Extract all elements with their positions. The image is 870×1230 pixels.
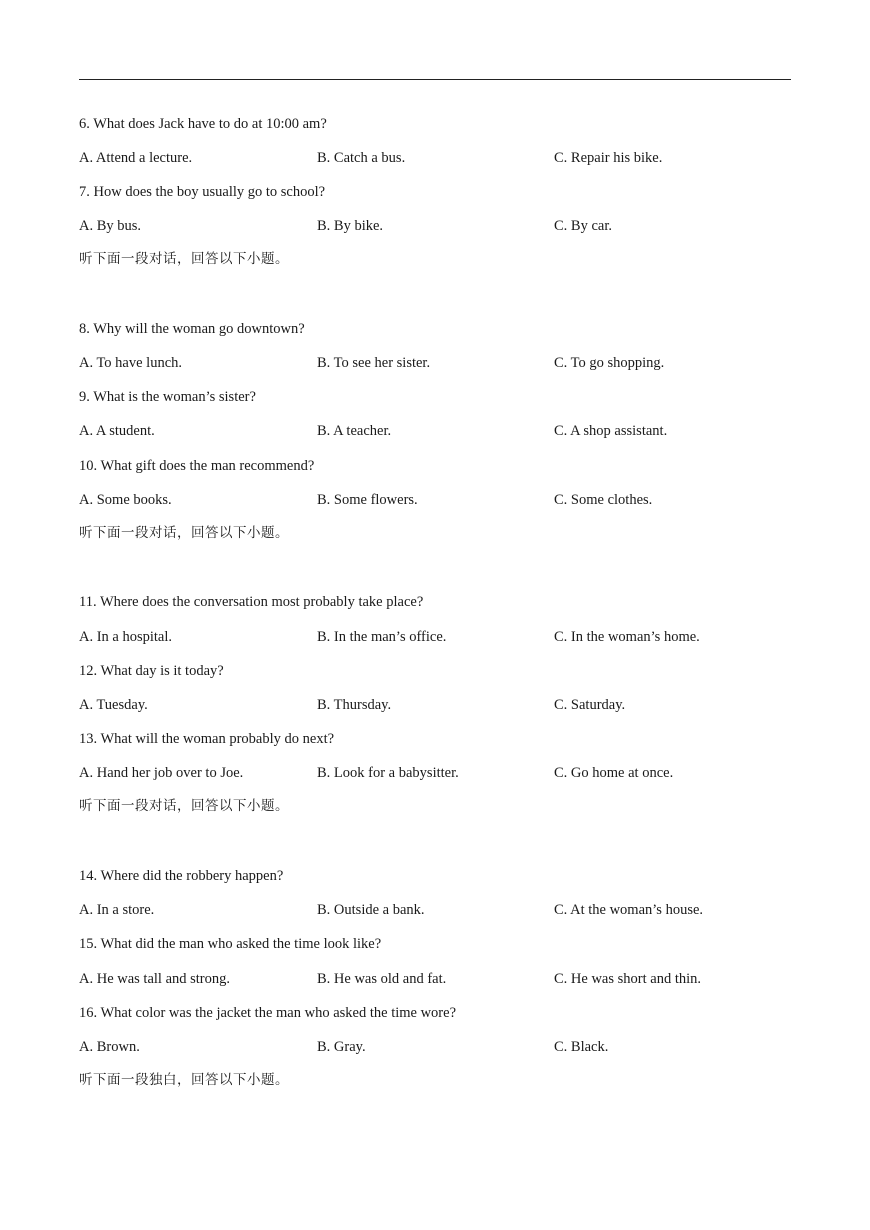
options-14 <box>79 901 791 919</box>
option-15a: A. He was tall and strong. <box>79 971 231 987</box>
option-6b: B. Catch a bus. <box>317 150 406 166</box>
option-14b: B. Outside a bank. <box>317 902 425 918</box>
option-14c: C. At the woman’s house. <box>554 902 704 918</box>
option-6a: A. Attend a lecture. <box>79 150 193 166</box>
question-12: 12. What day is it today? <box>79 663 224 679</box>
options-9 <box>79 422 791 440</box>
option-15c: C. He was short and thin. <box>554 971 701 987</box>
option-7a: A. By bus. <box>79 218 142 234</box>
question-6: 6. What does Jack have to do at 10:00 am? <box>79 116 327 132</box>
option-10a: A. Some books. <box>79 492 172 508</box>
options-6 <box>79 149 791 167</box>
question-15: 15. What did the man who asked the time look like? <box>79 936 382 952</box>
options-8 <box>79 354 791 372</box>
question-14: 14. Where did the robbery happen? <box>79 868 284 884</box>
question-8: 8. Why will the woman go downtown? <box>79 321 305 337</box>
option-8a: A. To have lunch. <box>79 355 183 371</box>
option-6c: C. Repair his bike. <box>554 150 663 166</box>
options-13 <box>79 764 791 782</box>
option-7b: B. By bike. <box>317 218 384 234</box>
option-7c: C. By car. <box>554 218 612 234</box>
option-12a: A. Tuesday. <box>79 697 148 713</box>
option-9a: A. A student. <box>79 423 155 439</box>
options-11 <box>79 628 791 646</box>
question-9: 9. What is the woman’s sister? <box>79 389 256 405</box>
options-16 <box>79 1038 791 1056</box>
question-16: 16. What color was the jacket the man who asked the time wore? <box>79 1005 457 1021</box>
options-10 <box>79 491 791 509</box>
option-15b: B. He was old and fat. <box>317 971 447 987</box>
option-12c: C. Saturday. <box>554 697 626 713</box>
option-13b: B. Look for a babysitter. <box>317 765 459 781</box>
option-11a: A. In a hospital. <box>79 629 173 645</box>
question-7: 7. How does the boy usually go to school? <box>79 184 326 200</box>
question-11: 11. Where does the conversation most probably take place? <box>79 594 424 610</box>
option-9b: B. A teacher. <box>317 423 392 439</box>
header-rule <box>79 79 791 80</box>
option-8b: B. To see her sister. <box>317 355 431 371</box>
option-13c: C. Go home at once. <box>554 765 674 781</box>
instruction-1: 听下面一段对话，回答以下小题。 <box>79 251 289 267</box>
option-10c: C. Some clothes. <box>554 492 653 508</box>
option-10b: B. Some flowers. <box>317 492 418 508</box>
option-11c: C. In the woman’s home. <box>554 629 700 645</box>
instruction-4: 听下面一段独白，回答以下小题。 <box>79 1072 289 1088</box>
option-11b: B. In the man’s office. <box>317 629 447 645</box>
options-7 <box>79 217 791 235</box>
option-8c: C. To go shopping. <box>554 355 665 371</box>
options-15 <box>79 970 791 988</box>
options-12 <box>79 696 791 714</box>
option-16b: B. Gray. <box>317 1039 366 1055</box>
option-16a: A. Brown. <box>79 1039 140 1055</box>
instruction-3: 听下面一段对话，回答以下小题。 <box>79 798 289 814</box>
option-16c: C. Black. <box>554 1039 609 1055</box>
option-14a: A. In a store. <box>79 902 155 918</box>
option-9c: C. A shop assistant. <box>554 423 668 439</box>
instruction-2: 听下面一段对话，回答以下小题。 <box>79 525 289 541</box>
question-13: 13. What will the woman probably do next? <box>79 731 335 747</box>
option-13a: A. Hand her job over to Joe. <box>79 765 244 781</box>
option-12b: B. Thursday. <box>317 697 392 713</box>
question-10: 10. What gift does the man recommend? <box>79 458 315 474</box>
